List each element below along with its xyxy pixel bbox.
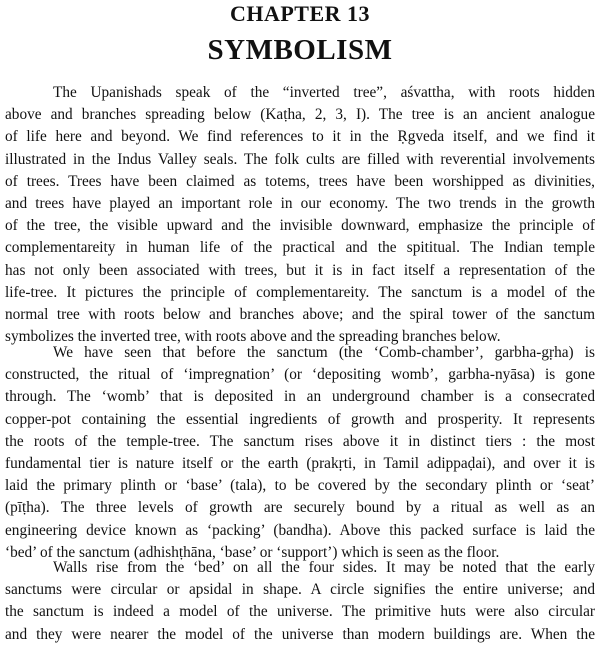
paragraph-2 xyxy=(5,342,595,564)
text-line: and they were nearer the model of the universe than modern buildings are. When the xyxy=(5,625,595,643)
text-line: Walls rise from the ‘bed’ on all the four sides. It may be noted that the early xyxy=(53,559,595,576)
text-line: has not only been associated with trees, but it is in fact itself a representation of the xyxy=(5,261,595,279)
text-line: normal tree with roots below and branches above; and the spiral tower of the sanctum xyxy=(5,305,595,323)
paragraph-3 xyxy=(5,557,595,646)
text-line: the sanctum is indeed a model of the universe. The primitive huts were also circular xyxy=(5,603,595,621)
text-line: (pīṭha). The three levels of growth are securely bound by a ritual as well as an xyxy=(5,499,595,517)
text-line: life-tree. It pictures the principle of complementareity. The sanctum is a model of the xyxy=(5,283,595,301)
text-line: and trees have played an important role in our economy. The two trends in the growth xyxy=(5,194,595,212)
text-line: The Upanishads speak of the “inverted tree”, aśvattha, with roots hidden xyxy=(53,84,595,101)
paragraph-1 xyxy=(5,82,595,348)
text-line: through. The ‘womb’ that is deposited in an underground chamber is a consecrated xyxy=(5,388,595,406)
text-line: of trees. Trees have been claimed as totems, trees have been worshipped as divinities, xyxy=(5,172,595,190)
text-line: the roots of the temple-tree. The sanctum rises above it in distinct tiers : the most xyxy=(5,432,595,450)
text-line: above and branches spreading below (Kaṭha, 2, 3, I). The tree is an ancient analogue xyxy=(5,106,595,124)
text-line: constructed, the ritual of ‘impregnation’ (or ‘depositing womb’, garbha-nyāsa) is gone xyxy=(5,366,595,384)
text-line: of life here and beyond. We find references to it in the Ṛgveda itself, and we find it xyxy=(5,128,595,146)
text-line: sanctums were circular or apsidal in shape. A circle signifies the entire universe; and xyxy=(5,581,595,599)
text-line: We have seen that before the sanctum (the ‘Comb-chamber’, garbha-gṛha) is xyxy=(53,344,595,361)
text-line: fundamental tier is nature itself or the earth (prakṛti, in Tamil adippaḍai), and over it is xyxy=(5,454,595,472)
text-line: copper-pot containing the essential ingredients of growth and prosperity. It represents xyxy=(5,410,595,428)
text-line: symbolizes the inverted tree, with roots above and the spreading branches below. xyxy=(5,328,501,346)
chapter-number: CHAPTER 13 xyxy=(229,1,371,26)
text-line: illustrated in the Indus Valley seals. The folk cults are filled with reverential involvements xyxy=(5,150,595,168)
text-line: laid the primary plinth or ‘base’ (tala), to be covered by the secondary plinth or ‘seat’ xyxy=(5,477,595,495)
text-line: of the tree, the visible upward and the invisible downward, emphasize the principle of xyxy=(5,217,595,235)
text-line: ‘bed’ of the sanctum (adhishṭhāna, ‘base’ or ‘support’) which is seen as the floor. xyxy=(5,543,500,561)
chapter-title: SYMBOLISM xyxy=(207,34,393,66)
text-line: complementareity in human life of the practical and the spititual. The Indian temple xyxy=(5,239,595,257)
text-line: engineering device known as ‘packing’ (bandha). Above this packed surface is laid the xyxy=(5,521,595,539)
